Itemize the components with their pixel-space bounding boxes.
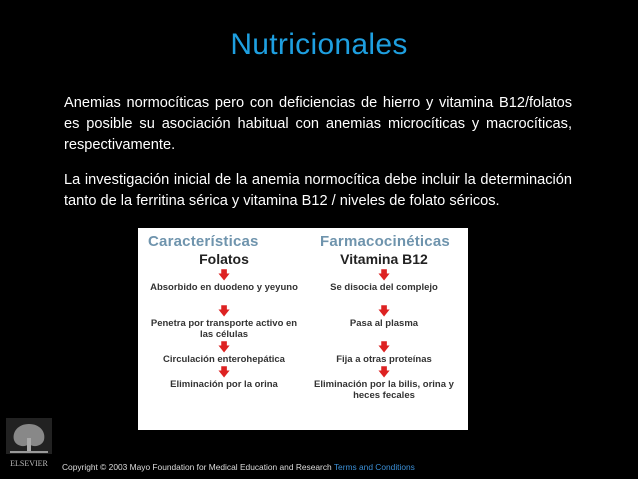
down-arrow-icon: 🡇: [377, 268, 391, 282]
paragraph-1: Anemias normocíticas pero con deficiencias de hierro y vitamina B12/folatos es posible su asociación habitual con anemias microcíticas y macrocíticas, respectivamente.: [64, 95, 572, 153]
down-arrow-icon: 🡇: [377, 304, 391, 318]
down-arrow-icon: 🡇: [217, 304, 231, 318]
b12-step-3: Fija a otras proteínas: [336, 354, 432, 365]
folates-step-4: Eliminación por la orina: [170, 379, 278, 390]
copyright-text: Copyright © 2003 Mayo Foundation for Medical Education and Research: [62, 462, 332, 472]
pharmacokinetics-figure: [138, 228, 468, 430]
down-arrow-icon: 🡇: [377, 340, 391, 354]
folates-step-2: Penetra por transporte activo en las células: [150, 318, 298, 340]
down-arrow-icon: 🡇: [217, 365, 231, 379]
figure-heading: [138, 230, 468, 252]
down-arrow-icon: 🡇: [377, 365, 391, 379]
elsevier-logo: [6, 418, 52, 468]
folates-title: Folatos: [199, 251, 249, 267]
b12-column: [304, 250, 464, 401]
slide-title: Nutricionales: [230, 28, 408, 61]
down-arrow-icon: 🡇: [217, 268, 231, 282]
copyright-notice: [62, 462, 415, 472]
b12-step-2: Pasa al plasma: [349, 318, 419, 329]
tree-icon: [6, 418, 52, 454]
b12-step-4: Eliminación por la bilis, orina y heces fecales: [314, 379, 454, 401]
down-arrow-icon: 🡇: [217, 340, 231, 354]
terms-link[interactable]: Terms and Conditions: [333, 462, 415, 472]
b12-title: Vitamina B12: [340, 251, 428, 267]
b12-step-1: Se disocia del complejo: [330, 282, 438, 293]
folates-step-1: Absorbido en duodeno y yeyuno: [150, 282, 298, 293]
folates-column: [144, 250, 304, 401]
folates-step-3: Circulación enterohepática: [163, 354, 285, 365]
elsevier-wordmark: ELSEVIER: [10, 459, 48, 468]
paragraph-2: La investigación inicial de la anemia normocítica debe incluir la determinación tanto de la ferritina sérica y vitamina B12 / niveles de folato séricos.: [64, 172, 572, 209]
figure-heading-right: Farmacocinéticas: [320, 233, 450, 250]
figure-heading-left: Características: [148, 233, 259, 250]
